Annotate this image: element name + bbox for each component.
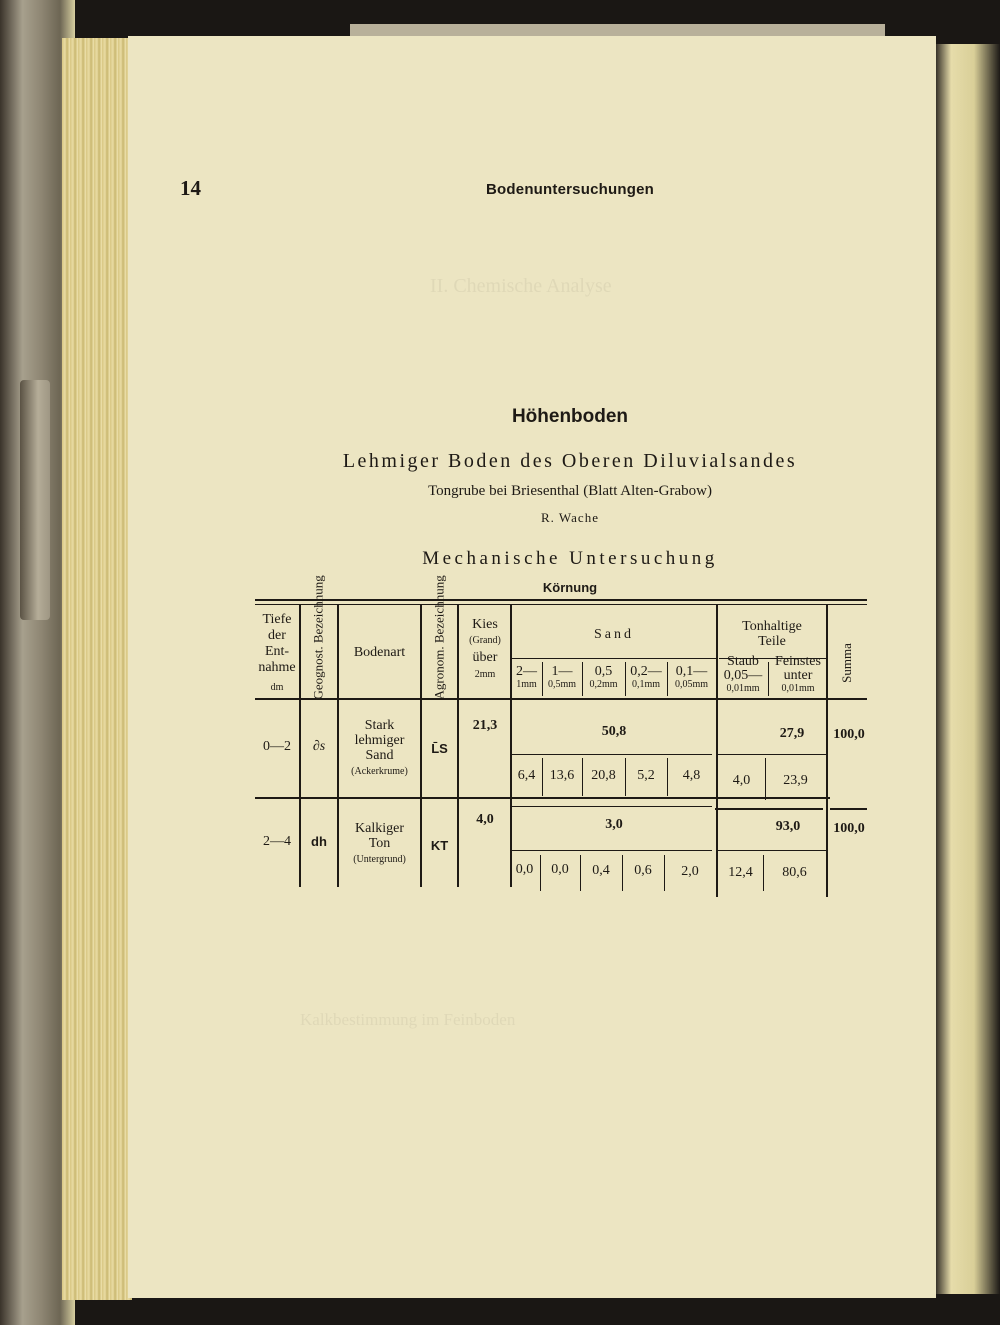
ton-row-rule bbox=[715, 808, 823, 810]
location: Tongrube bei Briesenthal (Blatt Alten-Grabow) bbox=[428, 483, 712, 499]
sand-total-rule bbox=[512, 754, 712, 755]
row-sand-value: 20,8 bbox=[591, 768, 616, 783]
row-sand-value: 5,2 bbox=[637, 768, 655, 783]
row-summa: 100,0 bbox=[833, 821, 865, 836]
sub-section-title: Körnung bbox=[542, 580, 598, 595]
header-bottom-rule bbox=[255, 698, 867, 700]
header-sand-col: 0,2— 0,1mm bbox=[630, 664, 662, 690]
row-tiefe: 2—4 bbox=[263, 834, 291, 849]
row-sand-total: 3,0 bbox=[605, 817, 623, 832]
page-edges bbox=[62, 38, 132, 1300]
row-ton-total: 93,0 bbox=[775, 819, 801, 834]
header-sand: Sand bbox=[594, 627, 634, 642]
sand-subheader-rule bbox=[512, 658, 717, 659]
row-feinstes: 80,6 bbox=[782, 865, 807, 880]
row-agronom: KT bbox=[430, 838, 449, 853]
table-top-rule bbox=[255, 604, 867, 605]
header-ton: Tonhaltige Teile bbox=[742, 619, 802, 649]
author: R. Wache bbox=[541, 510, 599, 525]
table-top-rule bbox=[255, 599, 867, 601]
ton-total-rule bbox=[718, 850, 826, 851]
header-geognost: Geognost. Bezeichnung bbox=[310, 575, 326, 700]
header-agronom: Agronom. Bezeichnung bbox=[431, 575, 447, 700]
row-kies: 4,0 bbox=[476, 812, 494, 827]
row-geognost: ∂s bbox=[312, 739, 326, 754]
row-sand-value: 13,6 bbox=[549, 768, 575, 783]
sand-row-rule bbox=[512, 806, 712, 807]
row-agronom: L̄S bbox=[431, 741, 448, 756]
torn-spine bbox=[20, 380, 50, 620]
header-kies: Kies (Grand) über 2mm bbox=[469, 617, 501, 680]
running-head: Bodenuntersuchungen bbox=[486, 181, 654, 198]
show-through-text: II. Chemische Analyse bbox=[430, 275, 612, 297]
row-staub: 4,0 bbox=[732, 773, 751, 788]
show-through-text: Kalkbestimmung im Feinboden bbox=[300, 1010, 516, 1029]
row-staub: 12,4 bbox=[728, 865, 753, 880]
row-ton-total: 27,9 bbox=[779, 726, 805, 741]
header-sand-col: 2— 1mm bbox=[516, 664, 537, 690]
row-sand-value: 0,0 bbox=[515, 862, 534, 877]
row-sand-total: 50,8 bbox=[601, 724, 627, 739]
row-summa: 100,0 bbox=[833, 727, 865, 742]
row-sand-value: 4,8 bbox=[682, 768, 701, 783]
page-number: 14 bbox=[180, 176, 201, 200]
row-geognost: dh bbox=[311, 834, 327, 849]
page-title: Höhenboden bbox=[511, 406, 629, 427]
row-feinstes: 23,9 bbox=[783, 773, 808, 788]
row-sand-value: 2,0 bbox=[681, 864, 699, 879]
row-sand-value: 0,4 bbox=[592, 863, 610, 878]
row-divider bbox=[830, 808, 867, 810]
row-bodenart: Stark lehmiger Sand (Ackerkrume) bbox=[351, 718, 408, 777]
row-sand-value: 0,0 bbox=[551, 862, 569, 877]
row-sand-value: 6,4 bbox=[517, 768, 536, 783]
row-kies: 21,3 bbox=[472, 718, 498, 733]
header-sand-col: 0,5 0,2mm bbox=[589, 664, 618, 690]
header-sand-col: 0,1— 0,05mm bbox=[674, 664, 709, 690]
subtitle: Lehmiger Boden des Oberen Diluvialsandes bbox=[342, 450, 798, 472]
header-staub: Staub 0,05— 0,01mm bbox=[723, 654, 763, 694]
row-tiefe: 0—2 bbox=[263, 739, 291, 754]
col-rule bbox=[826, 605, 828, 897]
row-divider bbox=[255, 797, 830, 799]
row-bodenart: Kalkiger Ton (Untergrund) bbox=[353, 821, 406, 865]
header-bodenart: Bodenart bbox=[353, 645, 406, 660]
section-title: Mechanische Untersuchung bbox=[422, 548, 718, 569]
sand-total-rule bbox=[512, 850, 712, 851]
next-page-edge bbox=[935, 44, 1000, 1294]
row-sand-value: 0,6 bbox=[634, 863, 652, 878]
header-tiefe: Tiefe der Ent- nahme dm bbox=[258, 612, 296, 693]
ton-total-rule bbox=[718, 754, 826, 755]
header-summa: Summa bbox=[839, 643, 854, 683]
header-feinstes: Feinstes unter 0,01mm bbox=[775, 654, 821, 694]
header-sand-col: 1— 0,5mm bbox=[547, 664, 577, 690]
